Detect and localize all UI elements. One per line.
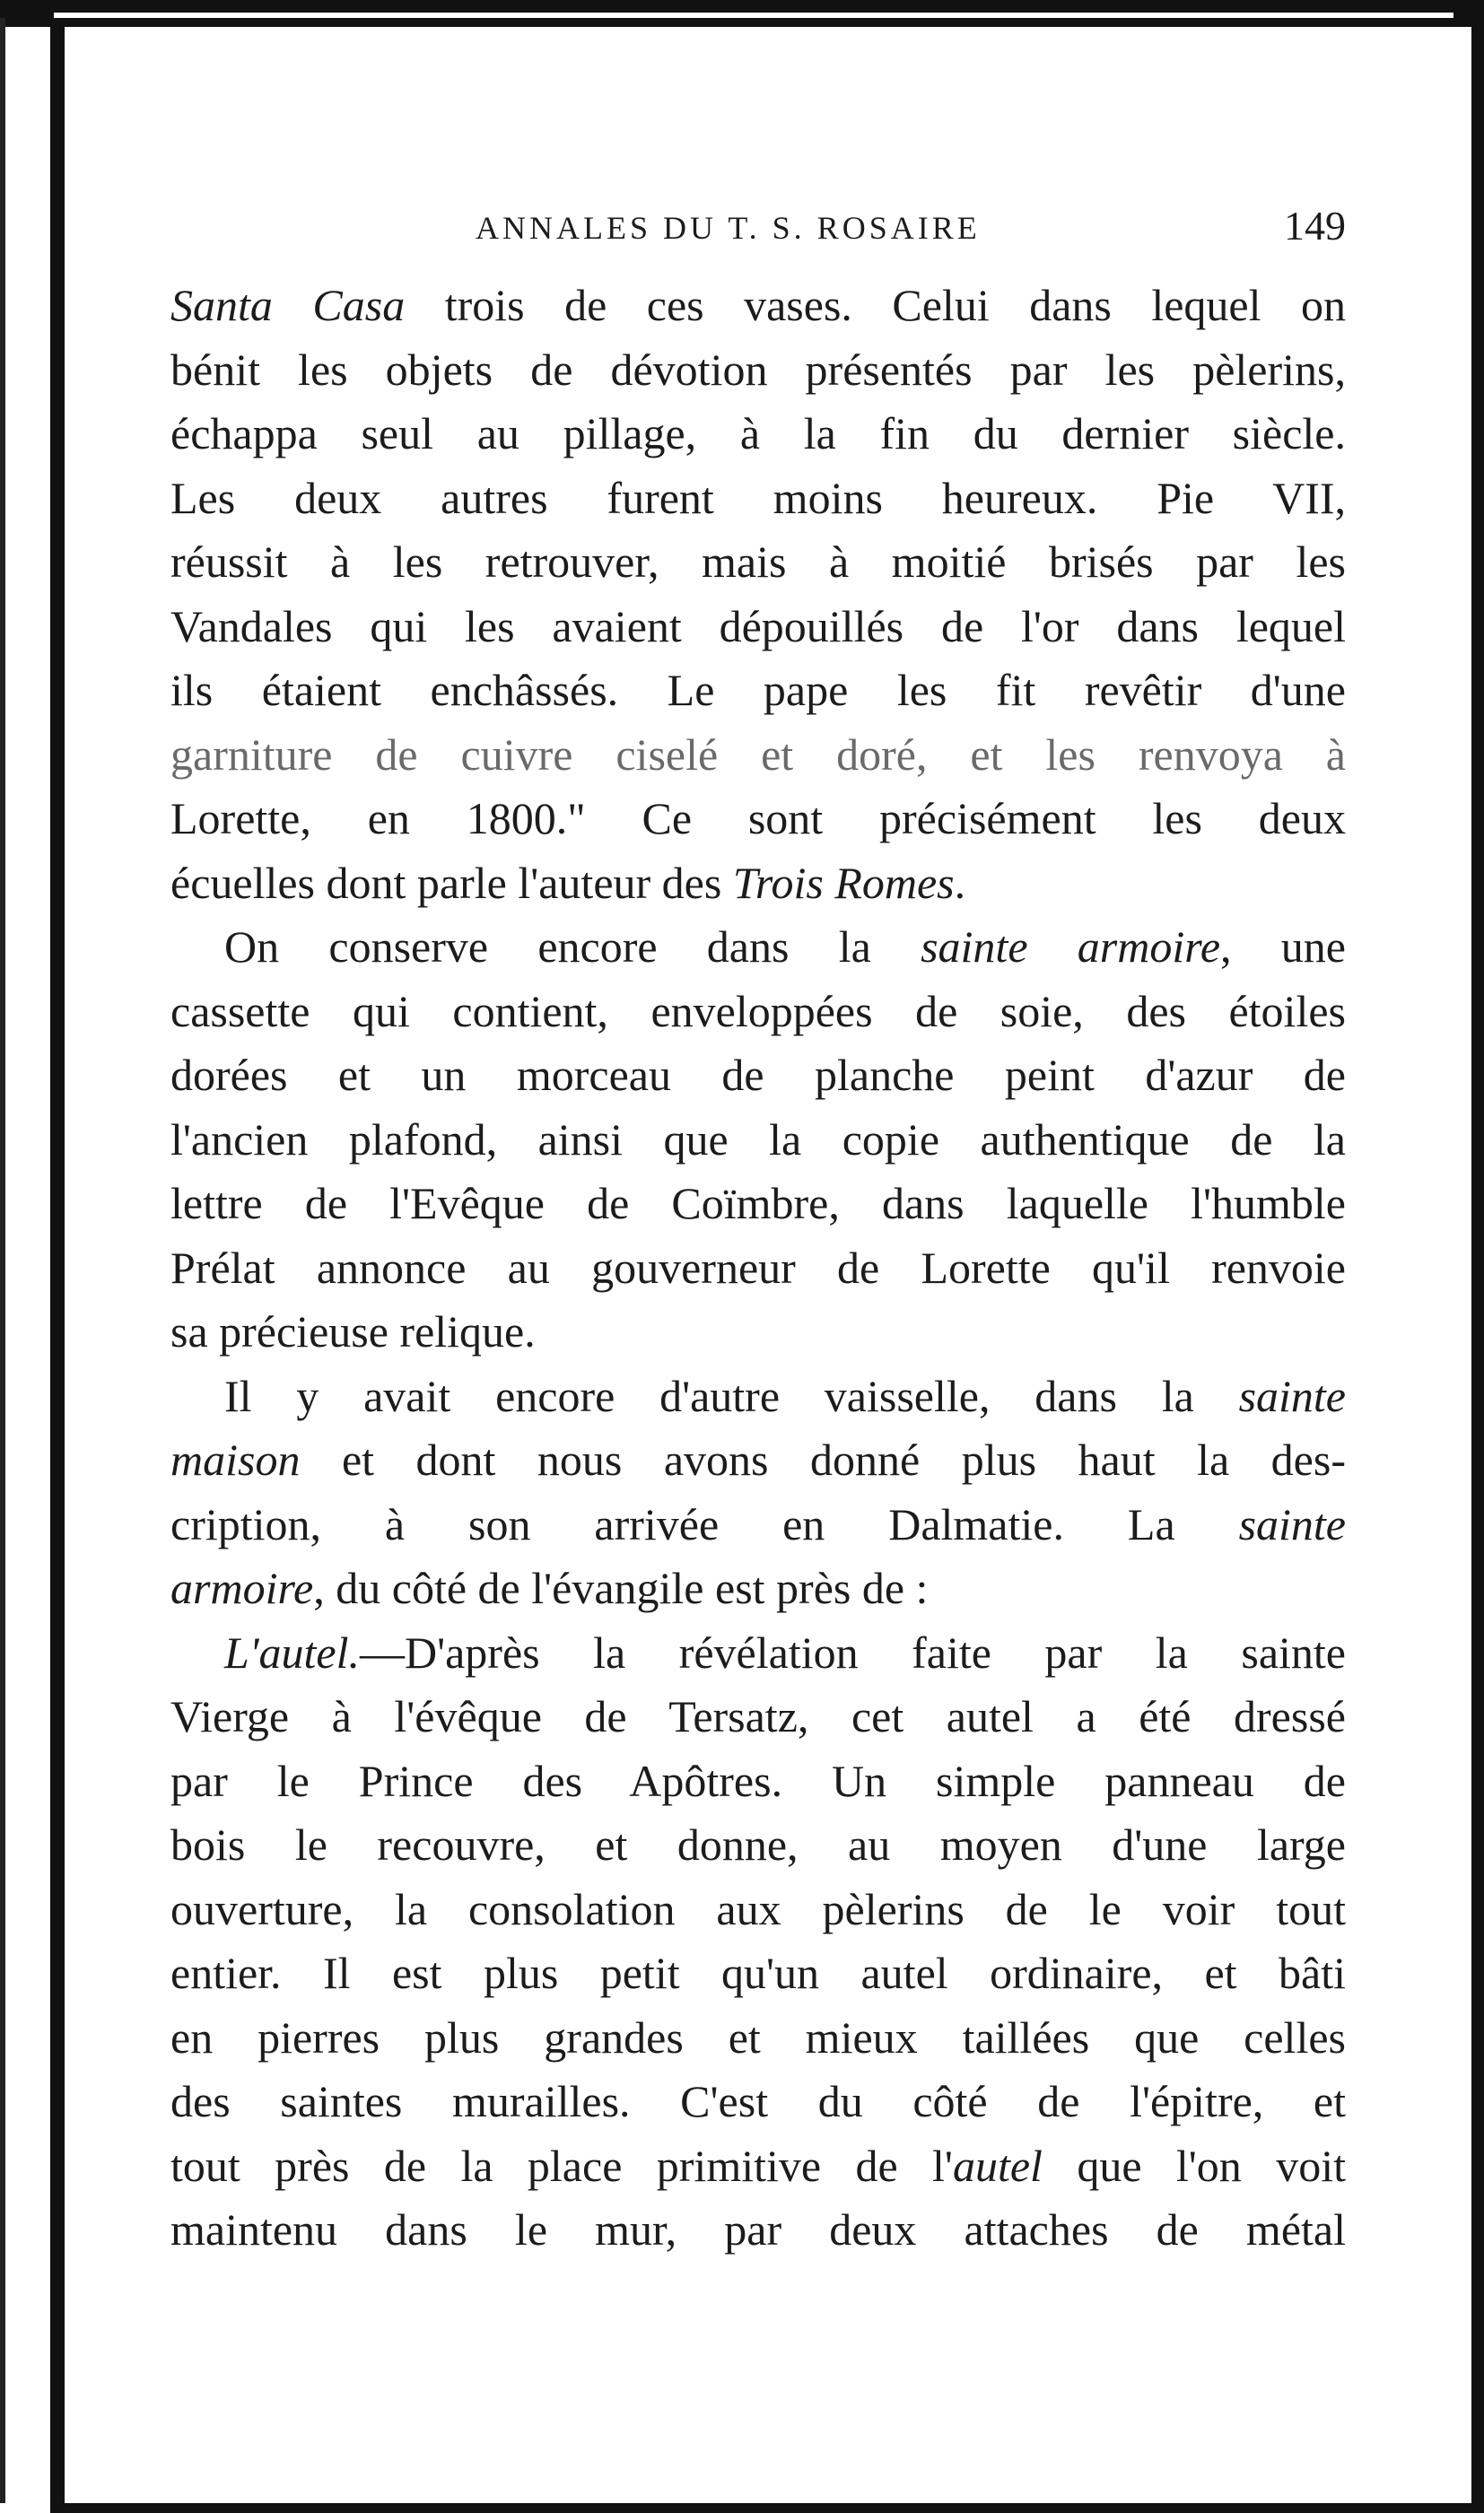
text-run: , une [1220, 921, 1346, 972]
italic-text: Trois Romes [732, 857, 955, 908]
text-line [170, 1172, 1346, 1236]
italic-text: autel [952, 2140, 1043, 2191]
text-run: réussit à les retrouver, mais à moitié brisés par les [170, 537, 1346, 587]
italic-text: L'autel. [224, 1627, 360, 1678]
text-line [170, 1108, 1346, 1173]
text-run: échappa seul au pillage, à la fin du dernier siècle. [170, 408, 1346, 458]
text-line [170, 1878, 1346, 1942]
body-text [170, 274, 1346, 2263]
text-line [170, 1557, 1346, 1621]
text-line [170, 1750, 1346, 1814]
text-run: —D'après la révélation faite par la sainte [359, 1627, 1346, 1678]
text-line [170, 1428, 1346, 1493]
page-header [170, 193, 1346, 274]
text-line [170, 530, 1346, 595]
italic-text: armoire [170, 1563, 314, 1613]
text-run: cassette qui contient, enveloppées de soie, des étoiles [170, 985, 1346, 1036]
text-run: tout près de la place primitive de l' [170, 2140, 953, 2191]
text-line [170, 467, 1346, 531]
text-run: l'ancien plafond, ainsi que la copie authentique de la [170, 1113, 1346, 1165]
text-line [170, 723, 1346, 788]
text-run: , du côté de l'évangile est près de : [313, 1563, 929, 1613]
text-line [170, 274, 1346, 338]
text-run: Il y avait encore d'autre vaisselle, dans la [224, 1370, 1239, 1421]
text-line [170, 659, 1346, 723]
text-run: maintenu dans le mur, par deux attaches de métal [170, 2204, 1346, 2255]
text-run: . [954, 857, 966, 908]
text-run: entier. Il est plus petit qu'un autel ordinaire, et bâti [170, 1948, 1346, 1998]
left-edge-rule [0, 18, 5, 2503]
text-run: Vandales qui les avaient dépouillés de l'or dans lequel [170, 600, 1346, 651]
text-line [170, 2134, 1346, 2199]
book-page [170, 193, 1346, 2263]
text-line [170, 402, 1346, 467]
text-run: trois de ces vases. Celui dans lequel on [405, 280, 1347, 330]
italic-text: sainte [1238, 1370, 1346, 1421]
text-run: lettre de l'Evêque de Coïmbre, dans laquelle l'humble [170, 1178, 1346, 1228]
text-run: par le Prince des Apôtres. Un simple panneau de [170, 1755, 1346, 1806]
text-line [170, 1300, 1346, 1365]
top-border-gap [54, 13, 1453, 18]
text-run: Les deux autres furent moins heureux. Pie VII, [170, 472, 1346, 523]
text-line [170, 1621, 1346, 1686]
text-run: On conserve encore dans la [224, 921, 921, 972]
text-run: bois le recouvre, et donne, au moyen d'une large [170, 1819, 1346, 1870]
italic-text: sainte armoire [921, 921, 1221, 972]
text-run: que l'on voit [1042, 2140, 1346, 2191]
text-line [170, 1236, 1346, 1301]
text-run: Prélat annonce au gouverneur de Lorette qu'il renvoie [170, 1242, 1346, 1293]
text-run: écuelles dont parle l'auteur des [170, 857, 733, 908]
text-line [170, 851, 1346, 916]
text-line [170, 2070, 1346, 2134]
text-run: garniture de cuivre ciselé et doré, et les renvoya à [170, 729, 1346, 780]
text-run: Vierge à l'évêque de Tersatz, cet autel a été dressé [170, 1691, 1346, 1741]
text-run: ouverture, la consolation aux pèlerins de le voir tout [170, 1883, 1346, 1934]
running-head: ANNALES DU T. S. ROSAIRE [476, 210, 981, 246]
italic-text: maison [170, 1435, 301, 1485]
text-line [170, 2198, 1346, 2263]
page-number: 149 [1284, 203, 1346, 249]
bottom-border-rule [50, 2503, 1484, 2513]
text-line [170, 1941, 1346, 2006]
text-line [170, 980, 1346, 1044]
text-line [170, 1813, 1346, 1878]
text-line [170, 2006, 1346, 2071]
italic-text: sainte [1238, 1498, 1346, 1549]
text-line [170, 338, 1346, 403]
right-border-rule [1471, 0, 1484, 2513]
text-line [170, 1365, 1346, 1429]
text-run: en pierres plus grandes et mieux taillées que celles [170, 2011, 1346, 2063]
text-run: sa précieuse relique. [170, 1306, 536, 1357]
text-line [170, 787, 1346, 851]
text-run: bénit les objets de dévotion présentés par les pèlerins, [170, 344, 1346, 395]
left-border-rule [50, 18, 65, 2503]
text-run: cription, à son arrivée en Dalmatie. La [170, 1498, 1239, 1549]
text-run: des saintes murailles. C'est du côté de l'épitre, et [170, 2076, 1346, 2126]
text-line [170, 1043, 1346, 1108]
text-line [170, 1685, 1346, 1750]
italic-text: Santa Casa [170, 280, 406, 330]
text-line [170, 1493, 1346, 1558]
text-run: ils étaient enchâssés. Le pape les fit revêtir d'une [170, 665, 1346, 715]
text-line [170, 595, 1346, 659]
text-run: Lorette, en 1800." Ce sont précisément les deux [170, 793, 1346, 843]
text-run: et dont nous avons donné plus haut la des- [300, 1435, 1346, 1485]
text-run: dorées et un morceau de planche peint d'azur de [170, 1050, 1346, 1100]
text-line [170, 915, 1346, 980]
